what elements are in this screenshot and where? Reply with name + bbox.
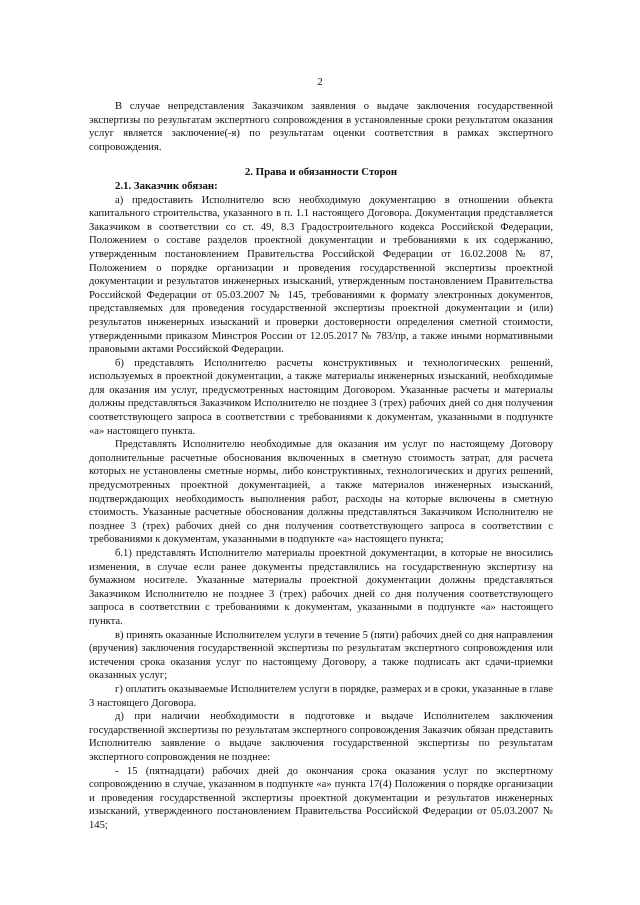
document-body	[89, 100, 553, 832]
intro-paragraph: В случае непредставления Заказчиком заявления о выдаче заключения государственной экспертизы по результатам экспертного сопровождения в установленные сроки результатом оказания услуг является заключение(-я) по результатам оценки соответствия в рамках экспертного сопровождения.	[89, 101, 553, 153]
paragraph-b1: б.1) представлять Исполнителю материалы проектной документации, в которые не вносились изменения, в случае если ранее документы представлялись на государственную экспертизу на бумажном носителе. Указанные материалы проектной документации должны представляться Заказчиком Исполнителю не позднее 3 (трех) рабочих дней со дня получения соответствующего запроса в соответствии с требованиями к документам, указанными в подпункте «а» настоящего пункта.	[89, 548, 553, 627]
subsection-title: 2.1. Заказчик обязан:	[115, 179, 218, 192]
paragraph-g: г) оплатить оказываемые Исполнителем услуги в порядке, размерах и в сроки, указанные в главе 3 настоящего Договора.	[89, 683, 553, 709]
paragraph-v: в) принять оказанные Исполнителем услуги в течение 5 (пяти) рабочих дней со дня направления (вручения) заключения государственной экспертизы по результатам экспертного сопровождения или истечения срока оказания услуг по настоящему Договору, а также подписать акт сдачи-приемки оказанных услуг;	[89, 629, 553, 682]
paragraph-d: д) при наличии необходимости в подготовке и выдаче Исполнителем заключения государственной экспертизы по результатам экспертного сопровождения Заказчик обязан представить Исполнителю заявление о выдаче заключения государственной экспертизы по результатам экспертного сопровождения не позднее:	[89, 711, 553, 763]
paragraph-a: а) предоставить Исполнителю всю необходимую документацию в отношении объекта капитального строительства, указанного в п. 1.1 настоящего Договора. Документация представляется Заказчиком в соответствии со ст. 49, 8.3 Градостроительного кодекса Российской Федерации, Положением о составе разделов проектной документации и требованиями к их содержанию, утвержденным постановлением Правительства Российской Федерации от 16.02.2008 № 87, Положением о порядке организации и проведения государственной экспертизы проектной документации и результатов инженерных изысканий, утвержденным постановлением Правительства Российской Федерации от 05.03.2007 № 145, требованиями к формату электронных документов, представляемых для проведения государственной экспертизы проектной документации и (или) результатов инженерных изысканий и проверки достоверности определения сметной стоимости, утвержденными приказом Минстроя России от 12.05.2017 № 783/пр, а также иными нормативными правовыми актами Российской Федерации.	[89, 194, 553, 356]
section-title: 2. Права и обязанности Сторон	[244, 166, 398, 179]
page-number: 2	[317, 76, 323, 88]
paragraph-b-additional: Представлять Исполнителю необходимые для оказания им услуг по настоящему Договору дополнительные расчетные обоснования включенных в сметную стоимость затрат, для расчета которых не установлены сметные нормы, либо конструктивных, технологических и других решений, предусмотренных проектной документацией, а также материалов инженерных изысканий, подтверждающих необходимость выполнения работ, расходы на которые включены в сметную стоимость. Указанные расчетные обоснования должны представляться Заказчиком Исполнителю не позднее 3 (трех) рабочих дней со дня получения соответствующего запроса в соответствии с требованиями к документам, указанными в подпункте «а» настоящего пункта;	[89, 439, 553, 546]
paragraph-b: б) представлять Исполнителю расчеты конструктивных и технологических решений, используемых в проектной документации, а также материалы инженерных изысканий, необходимые для оказания им услуг, предусмотренных настоящим Договором. Указанные расчеты и материалы должны представляться Заказчиком Исполнителю не позднее 3 (трех) рабочих дней со дня получения соответствующего запроса в соответствии с требованиями к документам, указанными в подпункте «а» настоящего пункта.	[89, 357, 553, 437]
paragraph-d-item-1: - 15 (пятнадцати) рабочих дней до окончания срока оказания услуг по экспертному сопровождению в случае, указанном в подпункте «а» пункта 17(4) Положения о порядке организации и проведения государственной экспертизы проектной документации и результатов инженерных изысканий, утвержденного постановлением Правительства Российской Федерации от 05.03.2007 № 145;	[89, 765, 553, 831]
